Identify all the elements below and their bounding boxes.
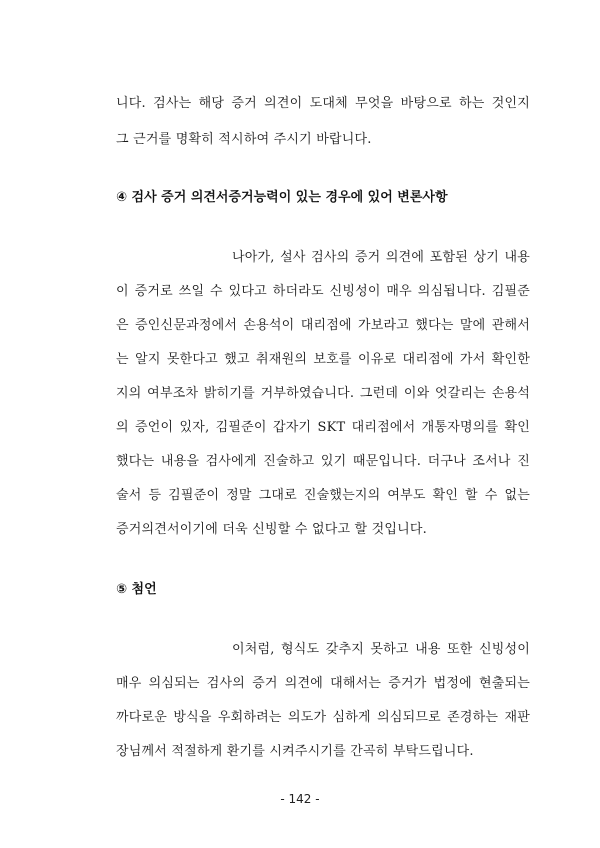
section-4-line-5: 지의 여부조차 밝히기를 거부하였습니다. 그런데 이와 엇갈리는 손용석 xyxy=(116,386,530,401)
section-4-line-8: 술서 등 김필준이 정말 그대로 진술했는지의 여부도 확인 할 수 없는 xyxy=(116,488,530,503)
section-4-line-7: 했다는 내용을 검사에게 진술하고 있기 때문입니다. 더구나 조서나 진 xyxy=(116,454,530,469)
intro-line-1: 니다. 검사는 해당 증거 의견이 도대체 무엇을 바탕으로 하는 것인지 xyxy=(116,96,530,111)
section-5-line-2: 매우 의심되는 검사의 증거 의견에 대해서는 증거가 법정에 현출되는 xyxy=(116,676,530,691)
intro-line-2: 그 근거를 명확히 적시하여 주시기 바랍니다. xyxy=(116,132,372,147)
section-4-line-2: 이 증거로 쓰일 수 있다고 하더라도 신빙성이 매우 의심됩니다. 김필준 xyxy=(116,284,530,299)
section-4-line-1: 나아가, 설사 검사의 증거 의견에 포함된 상기 내용 xyxy=(232,250,530,265)
section-5-line-4: 장님께서 적절하게 환기를 시켜주시기를 간곡히 부탁드립니다. xyxy=(116,744,474,759)
section-4-heading: ④ 검사 증거 의견서증거능력이 있는 경우에 있어 변론사항 xyxy=(116,190,448,205)
page-number: - 142 - xyxy=(280,792,320,806)
section-4-line-3: 은 증인신문과정에서 손용석이 대리점에 가보라고 했다는 말에 관해서 xyxy=(116,318,530,333)
section-4-line-6: 의 증언이 있자, 김필준이 갑자기 SKT 대리점에서 개통자명의를 확인 xyxy=(116,420,530,435)
section-5-line-1: 이처럼, 형식도 갖추지 못하고 내용 또한 신빙성이 xyxy=(232,642,530,657)
section-4-line-9: 증거의견서이기에 더욱 신빙할 수 없다고 할 것입니다. xyxy=(116,522,428,537)
section-5-line-3: 까다로운 방식을 우회하려는 의도가 심하게 의심되므로 존경하는 재판 xyxy=(116,710,530,725)
section-4-line-4: 는 알지 못한다고 했고 취재원의 보호를 이유로 대리점에 가서 확인한 xyxy=(116,352,530,367)
section-5-heading: ⑤ 첨언 xyxy=(116,582,157,597)
